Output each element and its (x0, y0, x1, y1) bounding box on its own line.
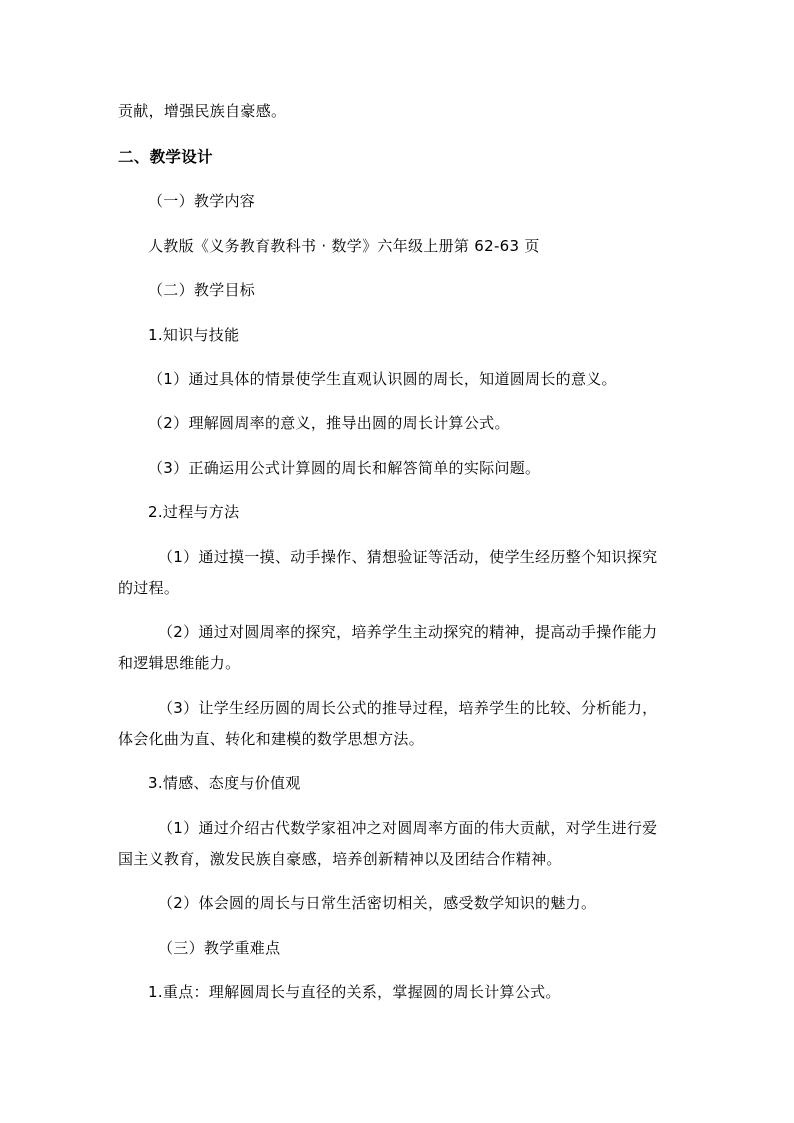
objective-item-continuation: 和逻辑思维能力。 (118, 654, 241, 672)
objective-item: （1）通过介绍古代数学家祖冲之对圆周率方面的伟大贡献，对学生进行爱 (158, 819, 658, 837)
objective-item: （2）通过对圆周率的探究，培养学生主动探究的精神，提高动手操作能力 (158, 623, 658, 641)
objective-item: （2）体会圆的周长与日常生活密切相关，感受数学知识的魅力。 (158, 894, 597, 912)
objective-item: （3）让学生经历圆的周长公式的推导过程，培养学生的比较、分析能力， (158, 699, 658, 717)
textbook-reference: 人教版《义务教育教科书 · 数学》六年级上册第 62-63 页 (148, 237, 540, 255)
objective-item: （1）通过具体的情景使学生直观认识圆的周长，知道圆周长的意义。 (148, 370, 617, 388)
objective-heading-knowledge: 1.知识与技能 (148, 326, 240, 344)
section-heading: 二、教学设计 (118, 148, 213, 166)
objective-item-continuation: 体会化曲为直、转化和建模的数学思想方法。 (118, 730, 425, 748)
objective-heading-attitude: 3.情感、态度与价值观 (148, 774, 301, 792)
key-point-item: 1.重点：理解圆周长与直径的关系，掌握圆的周长计算公式。 (148, 983, 561, 1001)
paragraph-continuation: 贡献，增强民族自豪感。 (118, 102, 287, 120)
objective-item: （2）理解圆周率的意义，推导出圆的周长计算公式。 (148, 414, 510, 432)
objective-item: （3）正确运用公式计算圆的周长和解答简单的实际问题。 (148, 459, 541, 477)
subsection-heading-objectives: （二）教学目标 (148, 281, 256, 299)
subsection-heading-content: （一）教学内容 (148, 192, 256, 210)
objective-item: （1）通过摸一摸、动手操作、猜想验证等活动，使学生经历整个知识探究 (158, 548, 658, 566)
subsection-heading-key-points: （三）教学重难点 (158, 939, 281, 957)
objective-item-continuation: 的过程。 (118, 579, 180, 597)
objective-heading-process: 2.过程与方法 (148, 503, 240, 521)
objective-item-continuation: 国主义教育，激发民族自豪感，培养创新精神以及团结合作精神。 (118, 850, 562, 868)
